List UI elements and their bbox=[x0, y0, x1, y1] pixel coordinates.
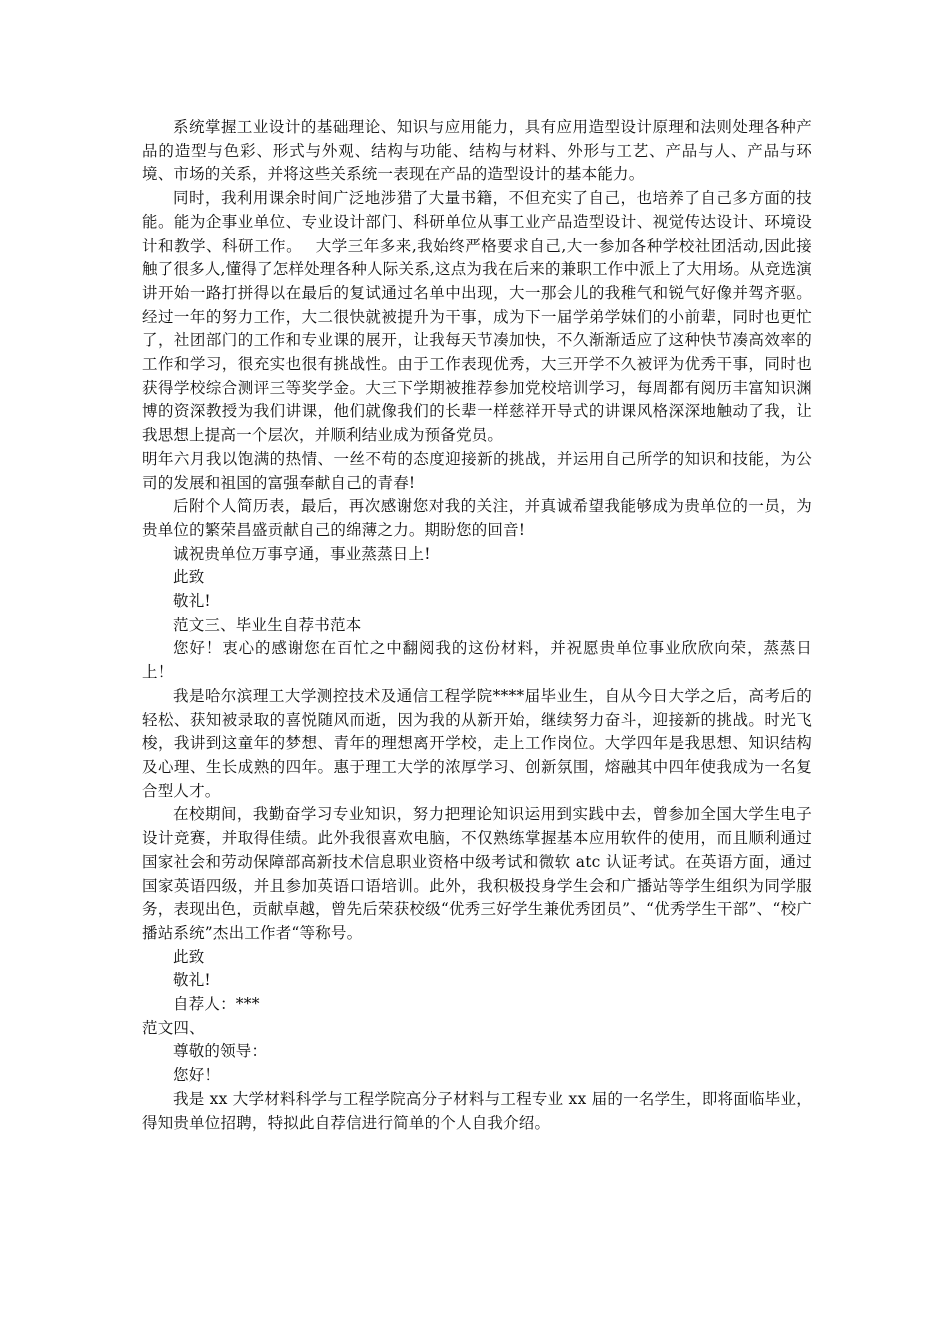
document-body bbox=[142, 116, 812, 1135]
paragraph: 在校期间，我勤奋学习专业知识，努力把理论知识运用到实践中去，曾参加全国大学生电子设计竞赛，并取得佳绩。此外我很喜欢电脑，不仅熟练掌握基本应用软件的使用，而且顺利通过国家社会和劳动保障部高新技术信息职业资格中级考试和微软 atc 认证考试。在英语方面，通过国家英语四级，并且参加英语口语培训。此外，我积极投身学生会和广播站等学生组织为同学服务，表现出色，贡献卓越，曾先后荣获校级“优秀三好学生兼优秀团员”、“优秀学生干部”、“校广播站系统”杰出工作者“等称号。 bbox=[142, 805, 812, 942]
closing-line: 此致 bbox=[173, 568, 205, 587]
paragraph: 诚祝贵单位万事亨通，事业蒸蒸日上! bbox=[173, 544, 431, 563]
closing-line: 敬礼! bbox=[173, 971, 211, 990]
section-heading: 范文三、毕业生自荐书范本 bbox=[173, 615, 362, 634]
paragraph: 明年六月我以饱满的热情、一丝不苟的态度迎接新的挑战，并运用自己所学的知识和技能，为公司的发展和祖国的富强奉献自己的青春! bbox=[142, 449, 812, 492]
paragraph: 我是哈尔滨理工大学测控技术及通信工程学院****届毕业生，自从今日大学之后，高考后的轻松、获知被录取的喜悦随风而逝，因为我的从新开始，继续努力奋斗，迎接新的挑战。时光飞梭，我讲到这童年的梦想、青年的理想离开学校，走上工作岗位。大学四年是我思想、知识结构及心理、生长成熟的四年。惠于理工大学的浓厚学习、创新氛围，熔融其中四年使我成为一名复合型人才。 bbox=[142, 686, 812, 800]
paragraph: 同时，我利用课余时间广泛地涉猎了大量书籍，不但充实了自己，也培养了自己多方面的技能。能为企事业单位、专业设计部门、科研单位从事工业产品造型设计、视觉传达设计、环境设计和教学、科研工作。 大学三年多来,我始终严格要求自己,大一参加各种学校社团活动,因此接触了很多人,懂得了怎样处理各种人际关系,这点为我在后来的兼职工作中派上了大用场。从竞选演讲开始一路打拼得以在最后的复试通过名单中出现，大一那会儿的我稚气和锐气好像并驾齐驱。经过一年的努力工作，大二很快就被提升为干事，成为下一届学弟学妹们的小前辈，同时也更忙了，社团部门的工作和专业课的展开，让我每天节凑加快，不久渐渐适应了这种快节凑高效率的工作和学习，很充实也很有挑战性。由于工作表现优秀，大三开学不久被评为优秀干事，同时也获得学校综合测评三等奖学金。大三下学期被推荐参加党校培训学习，每周都有阅历丰富知识渊博的资深教授为我们讲课，他们就像我们的长辈一样慈祥开导式的讲课风格深深地触动了我，让我思想上提高一个层次，并顺利结业成为预备党员。 bbox=[142, 189, 812, 445]
section-heading: 范文四、 bbox=[142, 1018, 205, 1037]
paragraph: 您好！衷心的感谢您在百忙之中翻阅我的这份材料，并祝愿贵单位事业欣欣向荣，蒸蒸日上！ bbox=[142, 639, 812, 682]
paragraph: 系统掌握工业设计的基础理论、知识与应用能力，具有应用造型设计原理和法则处理各种产品的造型与色彩、形式与外观、结构与功能、结构与材料、外形与工艺、产品与人、产品与环境、市场的关系，并将这些关系统一表现在产品的造型设计的基本能力。 bbox=[142, 118, 812, 184]
salutation: 尊敬的领导： bbox=[173, 1042, 268, 1061]
closing-line: 此致 bbox=[173, 947, 205, 966]
signature-line: 自荐人：*** bbox=[173, 995, 260, 1014]
paragraph: 后附个人简历表，最后，再次感谢您对我的关注，并真诚希望我能够成为贵单位的一员，为贵单位的繁荣昌盛贡献自己的绵薄之力。期盼您的回音! bbox=[142, 497, 812, 539]
paragraph: 我是 xx 大学材料科学与工程学院高分子材料与工程专业 xx 届的一名学生，即将面临毕业，得知贵单位招聘，特拟此自荐信进行简单的个人自我介绍。 bbox=[142, 1089, 812, 1132]
closing-line: 敬礼! bbox=[173, 592, 211, 611]
greeting: 您好！ bbox=[173, 1066, 221, 1085]
